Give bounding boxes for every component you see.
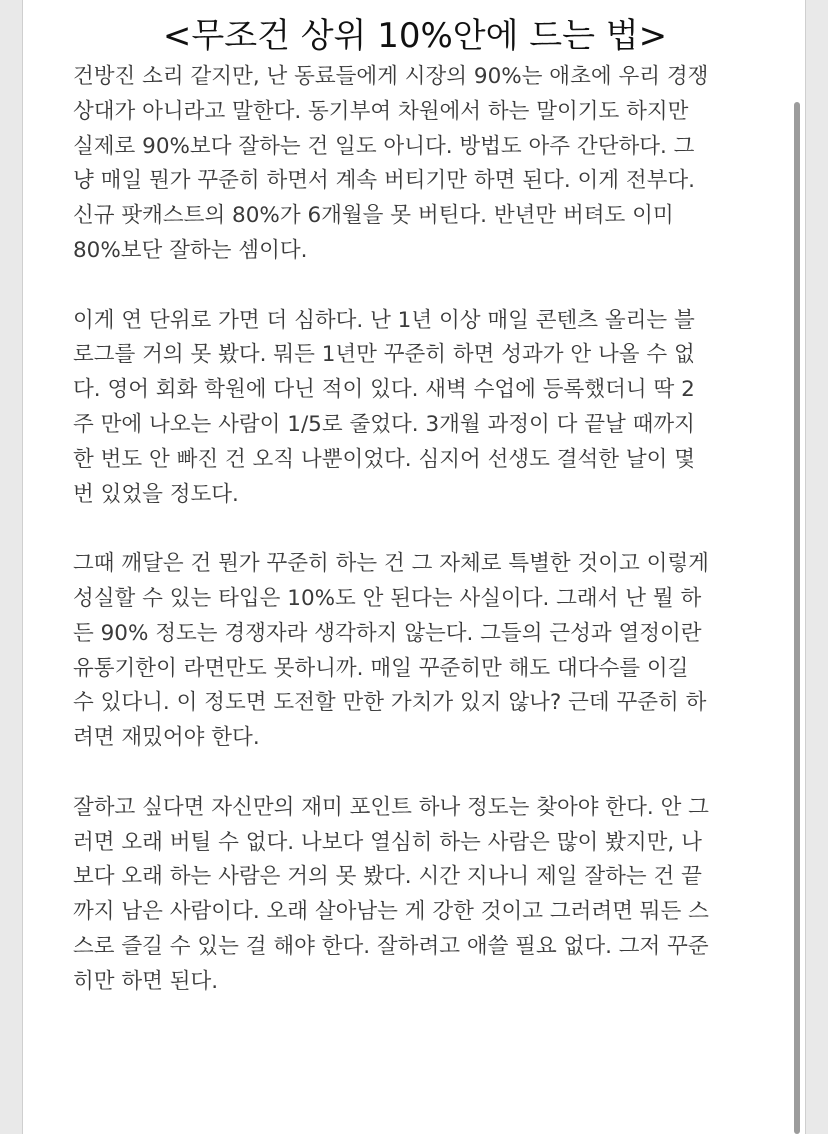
text-line: 히만 하면 된다. (73, 968, 219, 994)
text-line: 주 만에 나오는 사람이 1/5로 줄었다. 3개월 과정이 다 끝날 때까지 (73, 411, 695, 437)
text-line: 다. 영어 회화 학원에 다닌 적이 있다. 새벽 수업에 등록했더니 딱 2 (73, 377, 695, 403)
text-line: 려면 재밌어야 한다. (73, 725, 260, 751)
document-title: <무조건 상위 10%안에 드는 법> (162, 16, 668, 56)
text-line: 한 번도 안 빠진 건 오직 나뿐이었다. 심지어 선생도 결석한 날이 몇 (73, 446, 696, 472)
paragraph-1 (73, 60, 757, 269)
text-line: 성실할 수 있는 타입은 10%도 안 된다는 사실이다. 그래서 난 뭘 하 (73, 585, 702, 611)
document-page (22, 0, 806, 1134)
text-line: 이게 연 단위로 가면 더 심하다. 난 1년 이상 매일 콘텐츠 올리는 블 (73, 307, 695, 333)
paragraph-3 (73, 547, 757, 756)
text-line: 신규 팟캐스트의 80%가 6개월을 못 버틴다. 반년만 버텨도 이미 (73, 203, 674, 229)
text-line: 상대가 아니라고 말한다. 동기부여 차원에서 하는 말이기도 하지만 (73, 98, 689, 124)
text-line: 까지 남은 사람이다. 오래 살아남는 게 강한 것이고 그러려면 뭐든 스 (73, 899, 709, 925)
document-body (73, 60, 757, 1034)
text-line: 러면 오래 버틸 수 없다. 나보다 열심히 하는 사람은 많이 봤지만, 나 (73, 829, 702, 855)
text-line: 유통기한이 라면만도 못하니까. 매일 꾸준히만 해도 대다수를 이길 (73, 655, 689, 681)
text-line: 번 있었을 정도다. (73, 481, 239, 507)
text-line: 잘하고 싶다면 자신만의 재미 포인트 하나 정도는 찾아야 한다. 안 그 (73, 794, 709, 820)
text-line: 80%보단 잘하는 셈이다. (73, 237, 308, 263)
paragraph-4 (73, 791, 757, 1000)
text-line: 냥 매일 뭔가 꾸준히 하면서 계속 버티기만 하면 된다. 이게 전부다. (73, 168, 696, 194)
text-line: 로그를 거의 못 봤다. 뭐든 1년만 꾸준히 하면 성과가 안 나올 수 없 (73, 342, 695, 368)
text-line: 든 90% 정도는 경쟁자라 생각하지 않는다. 그들의 근성과 열정이란 (73, 620, 702, 646)
paragraph-2 (73, 304, 757, 513)
text-line: 보다 오래 하는 사람은 거의 못 봤다. 시간 지나니 제일 잘하는 건 끝 (73, 864, 702, 890)
text-line: 실제로 90%보다 잘하는 건 일도 아니다. 방법도 아주 간단하다. 그 (73, 133, 695, 159)
text-line: 그때 깨달은 건 뭔가 꾸준히 하는 건 그 자체로 특별한 것이고 이렇게 (73, 551, 709, 577)
text-line: 건방진 소리 같지만, 난 동료들에게 시장의 90%는 애초에 우리 경쟁 (73, 64, 709, 89)
text-line: 스로 즐길 수 있는 걸 해야 한다. 잘하려고 애쓸 필요 없다. 그저 꾸준 (73, 933, 709, 959)
scrollbar-thumb[interactable] (794, 102, 800, 1134)
vertical-scrollbar[interactable] (791, 0, 805, 1134)
text-line: 수 있다니. 이 정도면 도전할 만한 가치가 있지 않나? 근데 꾸준히 하 (73, 690, 707, 716)
